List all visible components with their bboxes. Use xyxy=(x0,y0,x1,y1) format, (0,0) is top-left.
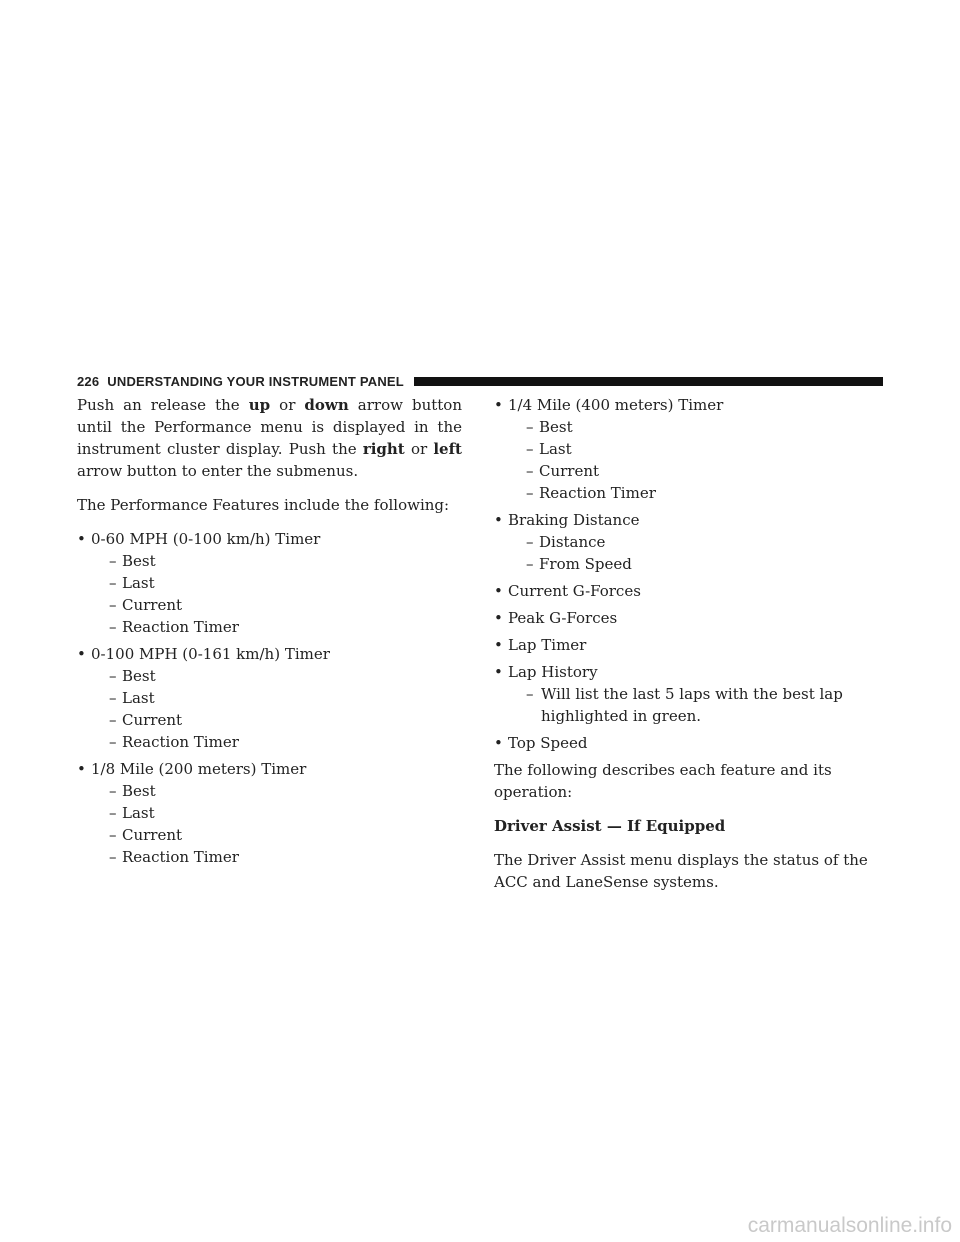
text-run: arrow button until the Performance menu is displayed in the instrument cluster display. Push the xyxy=(77,396,462,458)
sub-item-label: Best xyxy=(122,782,156,800)
dash-icon: – xyxy=(109,733,117,751)
section-title: UNDERSTANDING YOUR INSTRUMENT PANEL xyxy=(107,373,404,389)
sub-item xyxy=(508,416,884,438)
down-keyword: down xyxy=(304,396,349,414)
list-item-label: 0-100 MPH (0-161 km/h) Timer xyxy=(91,645,330,663)
sub-item xyxy=(91,709,462,731)
sub-item-label: Reaction Timer xyxy=(122,733,239,751)
dash-icon: – xyxy=(109,804,117,822)
sub-item xyxy=(91,846,462,868)
list-item-label: Top Speed xyxy=(508,734,588,752)
bullet-icon: • xyxy=(494,734,503,752)
text-run: or xyxy=(404,440,434,458)
sub-item-label: Current xyxy=(122,596,183,614)
sub-item-label: Distance xyxy=(539,533,606,551)
sub-item-label: Last xyxy=(122,804,155,822)
intro-paragraph xyxy=(77,394,462,482)
list-item xyxy=(77,643,462,753)
sub-item-label: Will list the last 5 laps with the best lap highlighted in green. xyxy=(541,685,843,725)
dash-icon: – xyxy=(526,555,534,573)
dash-icon: – xyxy=(109,667,117,685)
list-item-label: Lap Timer xyxy=(508,636,587,654)
bullet-icon: • xyxy=(77,530,86,548)
sub-item xyxy=(91,572,462,594)
sub-item-label: Reaction Timer xyxy=(539,484,656,502)
text-run: arrow button to enter the submenus. xyxy=(77,462,359,480)
dash-icon: – xyxy=(526,685,534,703)
sub-item-label: Best xyxy=(122,667,156,685)
sub-item xyxy=(91,731,462,753)
page-header xyxy=(77,372,883,390)
sub-item xyxy=(91,802,462,824)
dash-icon: – xyxy=(109,574,117,592)
sub-item xyxy=(508,482,884,504)
sub-item-label: Last xyxy=(122,574,155,592)
header-rule xyxy=(414,377,883,386)
sub-item xyxy=(508,438,884,460)
sub-item xyxy=(91,687,462,709)
list-item-label: Peak G-Forces xyxy=(508,609,618,627)
sub-item xyxy=(508,683,884,727)
sub-item-label: Current xyxy=(122,711,183,729)
dash-icon: – xyxy=(109,552,117,570)
list-item-label: Lap History xyxy=(508,663,598,681)
right-column xyxy=(494,394,884,905)
list-item-label: Current G-Forces xyxy=(508,582,641,600)
list-item-label: 0-60 MPH (0-100 km/h) Timer xyxy=(91,530,321,548)
dash-icon: – xyxy=(526,484,534,502)
section-heading: Driver Assist — If Equipped xyxy=(494,817,726,835)
left-column xyxy=(77,394,462,873)
list-item-label: 1/8 Mile (200 meters) Timer xyxy=(91,760,307,778)
dash-icon: – xyxy=(109,618,117,636)
dash-icon: – xyxy=(109,711,117,729)
bullet-icon: • xyxy=(494,663,503,681)
bullet-icon: • xyxy=(77,760,86,778)
dash-icon: – xyxy=(109,782,117,800)
sub-item-label: From Speed xyxy=(539,555,632,573)
sub-item xyxy=(91,824,462,846)
list-item xyxy=(494,580,884,602)
left-keyword: left xyxy=(433,440,462,458)
dash-icon: – xyxy=(526,440,534,458)
dash-icon: – xyxy=(109,689,117,707)
bullet-icon: • xyxy=(494,636,503,654)
sub-item xyxy=(91,616,462,638)
sub-item xyxy=(91,594,462,616)
bullet-icon: • xyxy=(77,645,86,663)
sub-item-label: Best xyxy=(122,552,156,570)
sub-item-label: Best xyxy=(539,418,573,436)
bullet-icon: • xyxy=(494,396,503,414)
bullet-icon: • xyxy=(494,609,503,627)
sub-item xyxy=(508,553,884,575)
sub-item-label: Last xyxy=(122,689,155,707)
dash-icon: – xyxy=(526,418,534,436)
up-keyword: up xyxy=(248,396,271,414)
list-item xyxy=(77,528,462,638)
list-item xyxy=(494,394,884,504)
list-item-label: Braking Distance xyxy=(508,511,640,529)
list-item xyxy=(77,758,462,868)
describes-paragraph: The following describes each feature and its operation: xyxy=(494,761,832,801)
dash-icon: – xyxy=(109,826,117,844)
sub-item xyxy=(91,550,462,572)
list-item xyxy=(494,509,884,575)
list-item xyxy=(494,661,884,727)
list-item xyxy=(494,634,884,656)
list-item xyxy=(494,607,884,629)
sub-item xyxy=(91,665,462,687)
dash-icon: – xyxy=(526,462,534,480)
sub-item xyxy=(508,531,884,553)
page-number: 226 xyxy=(77,373,100,389)
right-keyword: right xyxy=(362,440,405,458)
bullet-icon: • xyxy=(494,582,503,600)
bullet-icon: • xyxy=(494,511,503,529)
sub-item-label: Reaction Timer xyxy=(122,848,239,866)
list-item xyxy=(494,732,884,754)
sub-item-label: Current xyxy=(122,826,183,844)
sub-item-label: Last xyxy=(539,440,572,458)
text-run: Push an release the xyxy=(77,396,249,414)
dash-icon: – xyxy=(109,596,117,614)
features-intro: The Performance Features include the following: xyxy=(77,496,450,514)
sub-item xyxy=(91,780,462,802)
sub-item-label: Reaction Timer xyxy=(122,618,239,636)
dash-icon: – xyxy=(109,848,117,866)
body-paragraph: The Driver Assist menu displays the status of the ACC and LaneSense systems. xyxy=(494,851,868,891)
list-item-label: 1/4 Mile (400 meters) Timer xyxy=(508,396,724,414)
sub-item-label: Current xyxy=(539,462,600,480)
sub-item xyxy=(508,460,884,482)
dash-icon: – xyxy=(526,533,534,551)
watermark: carmanualsonline.info xyxy=(747,1214,952,1237)
text-run: or xyxy=(270,396,305,414)
